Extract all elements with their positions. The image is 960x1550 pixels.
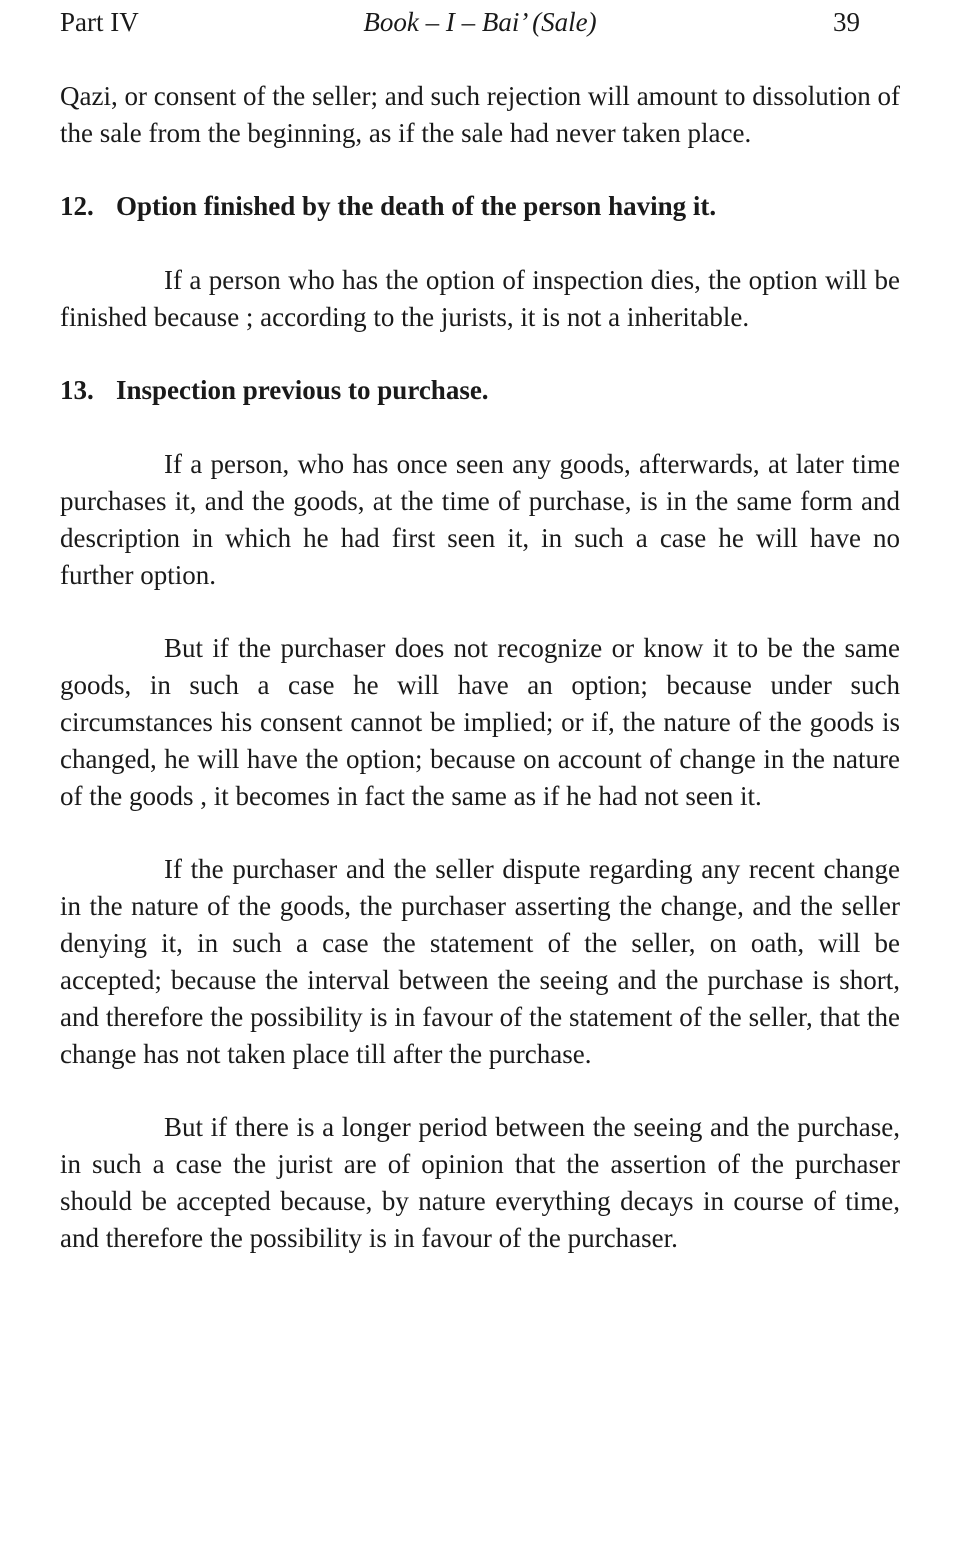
- page-body: [60, 78, 900, 1293]
- section-number: 12.: [60, 191, 94, 221]
- part-label: Part IV: [60, 7, 139, 37]
- paragraph: If the purchaser and the seller dispute regarding any recent change in the nature of the goods, the purchaser asserting the change, and the seller denying it, in such a case the statement of the seller, on oath, will be accepted; because the interval between the seeing and the purchase is short, and therefore the possibility is in favour of the statement of the seller, that the change has not taken place till after the purchase.: [60, 854, 900, 1069]
- book-title: Book – I – Bai’ (Sale): [363, 7, 597, 37]
- page-number: 39: [833, 7, 860, 37]
- section-heading-12: [60, 188, 900, 225]
- paragraph: If a person, who has once seen any goods, afterwards, at later time purchases it, and the goods, at the time of purchase, is in the same form and description in which he had first seen it, in such a case he will have no further option.: [60, 449, 900, 590]
- section-title: Option finished by the death of the person having it.: [116, 191, 717, 221]
- paragraph: But if the purchaser does not recognize or know it to be the same goods, in such a case he will have an option; because under such circumstances his consent cannot be implied; or if, the nature of the goods is changed, he will have the option; because on account of change in the nature of the goods , it becomes in fact the same as if he had not seen it.: [60, 633, 900, 811]
- section-number: 13.: [60, 375, 94, 405]
- running-head: [60, 4, 900, 44]
- paragraph: If a person who has the option of inspection dies, the option will be finished because ; according to the jurists, it is not a inheritable.: [60, 265, 900, 332]
- paragraph: But if there is a longer period between the seeing and the purchase, in such a case the jurist are of opinion that the assertion of the purchaser should be accepted because, by nature everything decays in course of time, and therefore the possibility is in favour of the purchaser.: [60, 1112, 900, 1253]
- continued-paragraph: Qazi, or consent of the seller; and such rejection will amount to dissolution of the sale from the beginning, as if the sale had never taken place.: [60, 81, 900, 148]
- section-title: Inspection previous to purchase.: [116, 375, 489, 405]
- section-heading-13: [60, 372, 900, 409]
